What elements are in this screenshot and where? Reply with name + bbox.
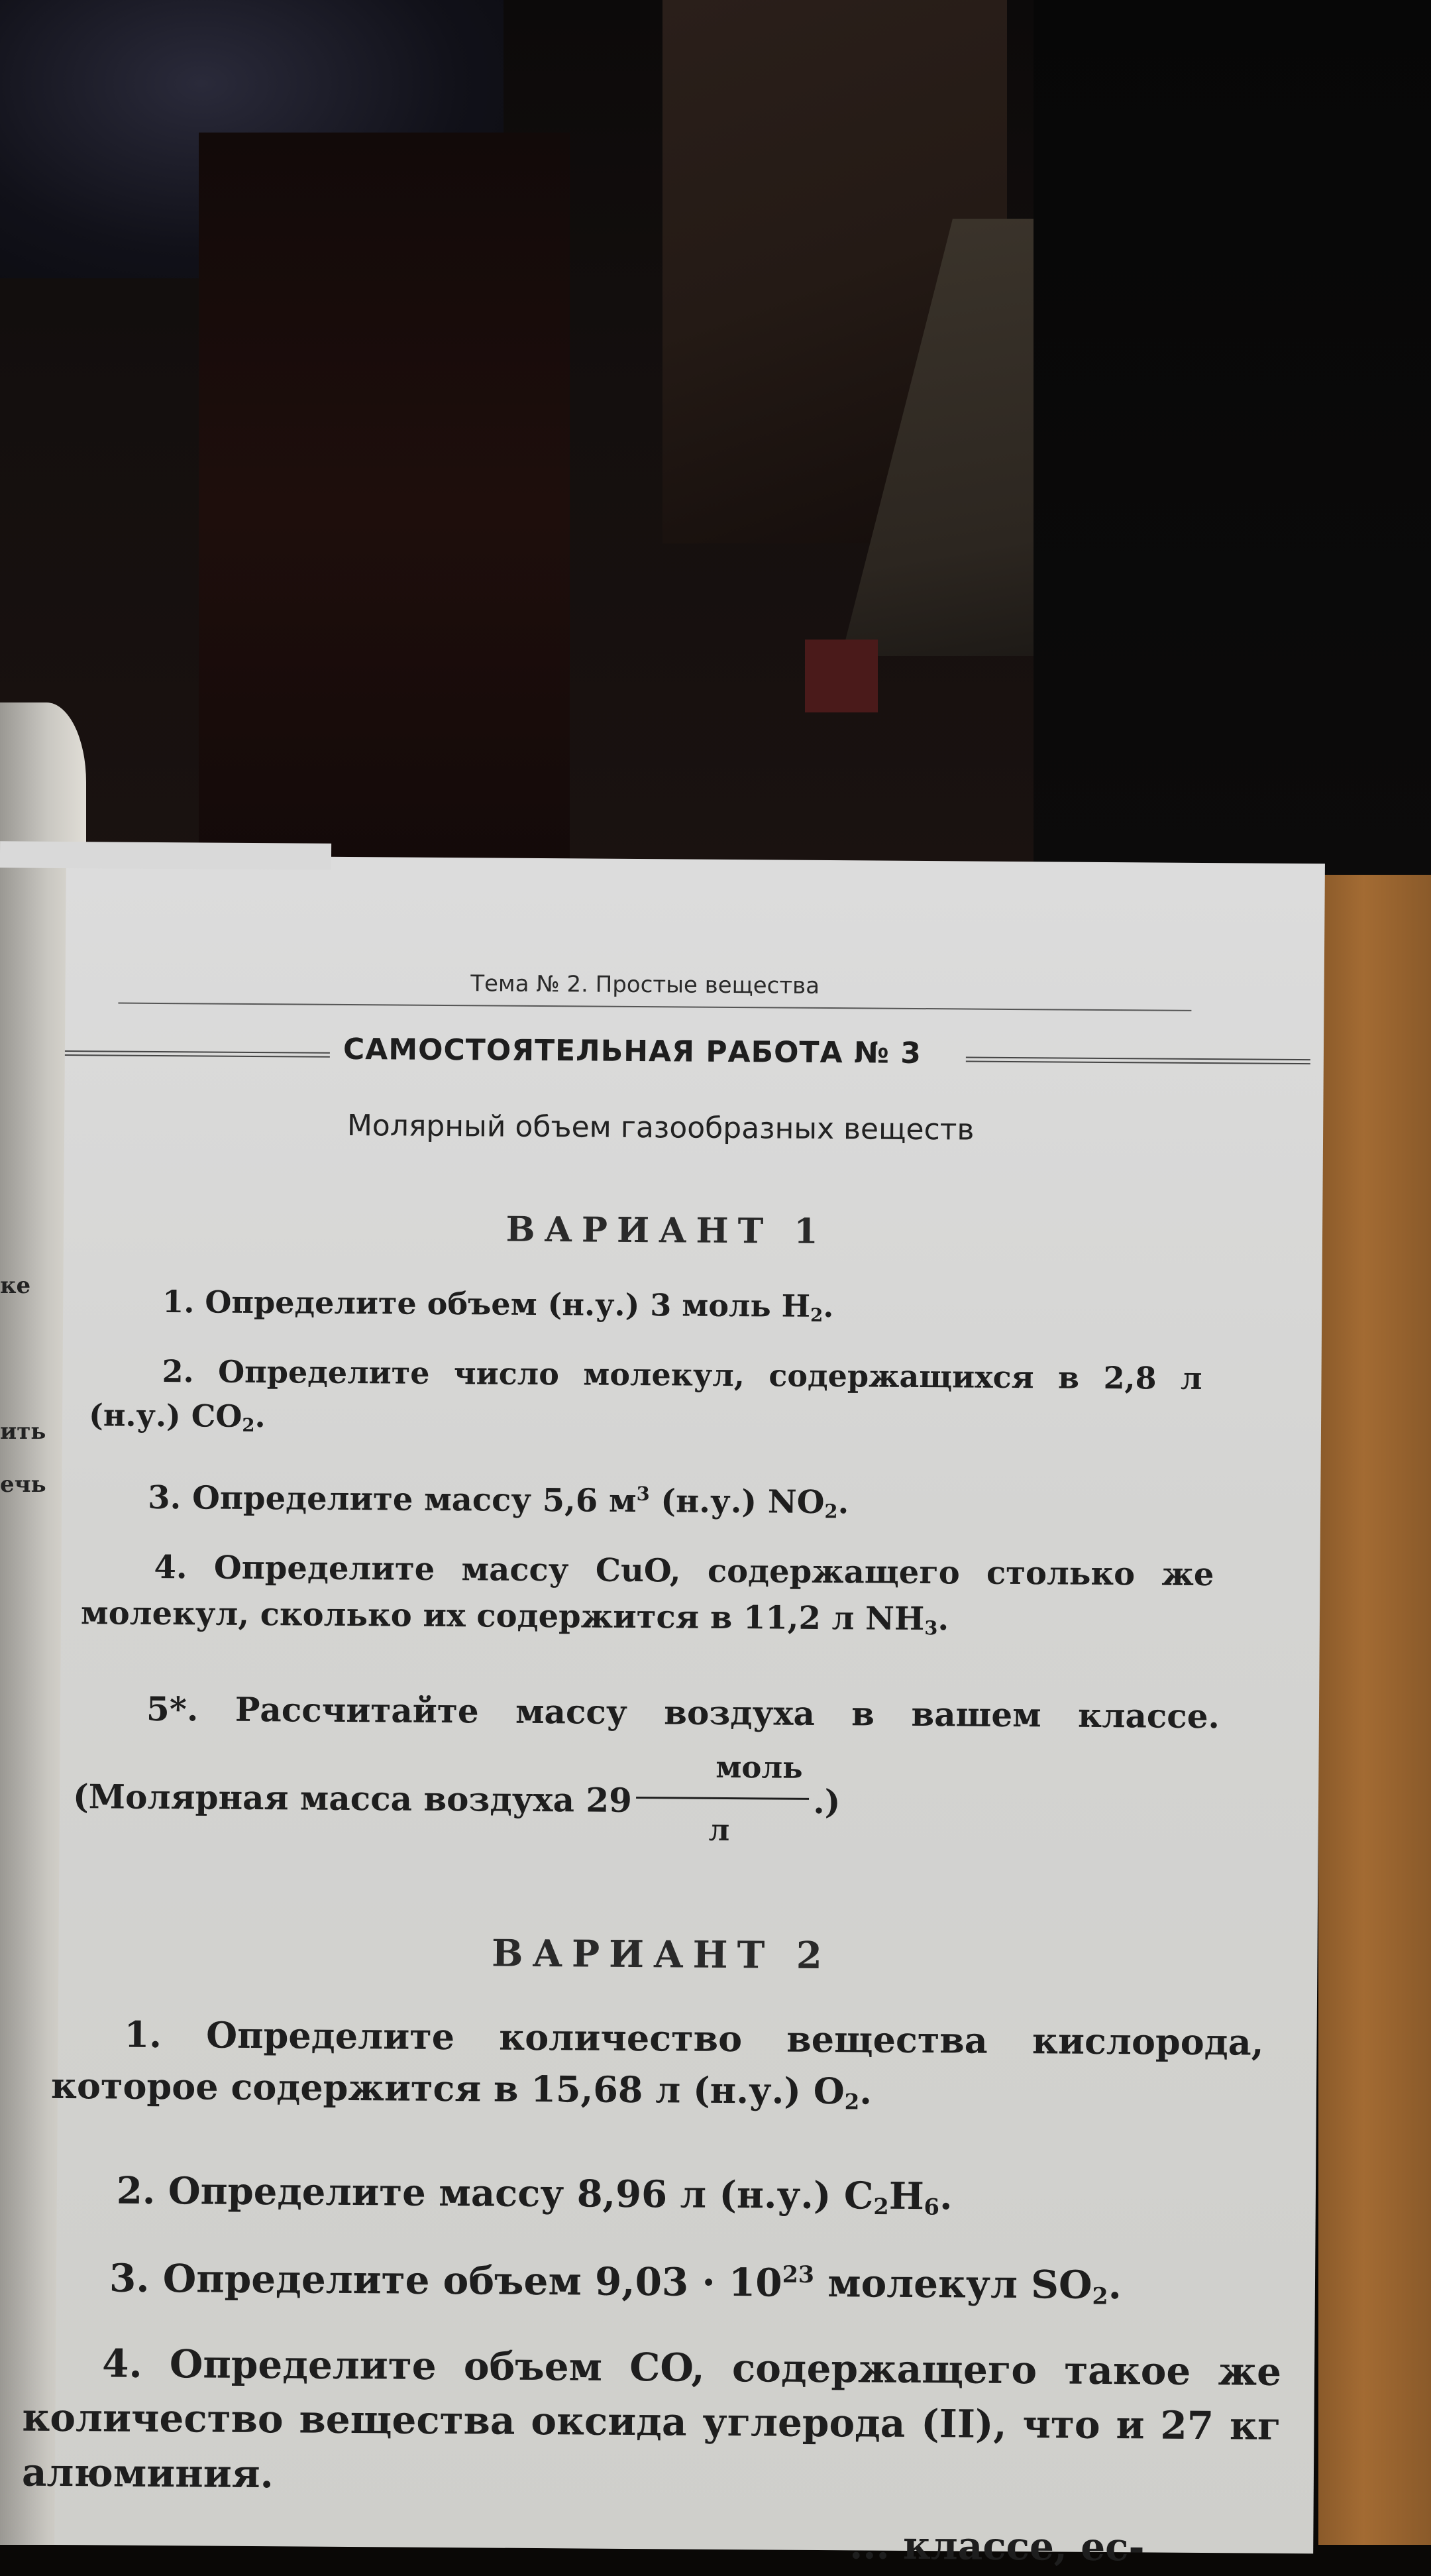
task-tail: . xyxy=(254,1398,266,1434)
page-edge xyxy=(0,841,331,869)
variant-2-task-2 xyxy=(117,2164,1244,2226)
superscript: 23 xyxy=(782,2261,815,2289)
subscript: 2 xyxy=(873,2192,889,2220)
variant-2-task-4 xyxy=(22,2336,1282,2508)
task-text: Определите массу CuO, содержащего столько же молекул, сколько их содержится в 11,2 л NH xyxy=(80,1549,1214,1638)
task-tail: . xyxy=(937,1600,949,1638)
variant-1-task-2 xyxy=(89,1349,1202,1445)
left-page-fragment: ить xyxy=(0,1418,46,1445)
chair-back xyxy=(199,133,570,888)
task-text: Определите объем (н.у.) 3 моль H xyxy=(205,1284,811,1324)
variant-2-task-3 xyxy=(109,2251,1236,2315)
variant-2-task-1 xyxy=(51,2008,1264,2121)
left-page-fragment: ке xyxy=(0,1272,31,1299)
fraction-denominator: л xyxy=(708,1812,730,1848)
task-text: Определите объем CO, содержащего такое же количество вещества оксида углерода (II), что и 27 кг алюминия. xyxy=(21,2341,1282,2496)
task-text: Определите массу 5,6 м xyxy=(191,1479,637,1520)
task-text: Определите объем 9,03 · 10 xyxy=(162,2256,782,2306)
section-title-row xyxy=(65,1031,1324,1079)
title-rule-left xyxy=(65,1050,330,1058)
dark-area xyxy=(1034,0,1431,888)
subscript: 2 xyxy=(824,1500,838,1523)
subscript: 3 xyxy=(924,1616,938,1639)
task-tail: . xyxy=(823,1288,834,1325)
variant-2-task-5-partial xyxy=(849,2517,1314,2576)
task-number: 5*. xyxy=(146,1689,199,1729)
variant-1-task-1 xyxy=(162,1280,1189,1331)
title-rule-right xyxy=(966,1056,1310,1064)
variant-1-task-4 xyxy=(81,1544,1214,1644)
running-head: Тема № 2. Простые вещества xyxy=(470,970,820,999)
task-number: 4. xyxy=(154,1548,187,1587)
task-text: ... классе, ес- xyxy=(849,2522,1145,2570)
task-text: Рассчитайте массу воздуха в вашем классе. (Молярная масса воздуха 29 xyxy=(72,1689,1220,1820)
task-number: 3. xyxy=(109,2255,150,2301)
section-subtitle: Молярный объем газообразных веществ xyxy=(346,1108,975,1147)
fraction xyxy=(635,1738,810,1859)
fraction-numerator: моль xyxy=(636,1738,810,1799)
task-number: 4. xyxy=(101,2341,142,2386)
subscript: 2 xyxy=(1092,2282,1108,2310)
task-tail: .) xyxy=(813,1781,841,1822)
task-tail: . xyxy=(859,2070,873,2113)
task-number: 1. xyxy=(162,1284,195,1320)
task-tail: . xyxy=(939,2174,953,2219)
task-number: 3. xyxy=(148,1479,182,1517)
subscript: 2 xyxy=(810,1304,823,1326)
variant-1-task-5 xyxy=(72,1677,1220,1867)
task-text: Определите число молекул, содержащихся в 2,8 л (н.у.) CO xyxy=(88,1353,1202,1434)
task-number: 2. xyxy=(116,2168,156,2213)
task-text: Определите массу 8,96 л (н.у.) C xyxy=(168,2169,874,2218)
subscript: 2 xyxy=(242,1414,255,1436)
task-text-continued: (н.у.) NO xyxy=(649,1483,825,1522)
task-text-continued: H xyxy=(888,2174,924,2219)
wooden-table-edge xyxy=(1318,875,1431,2545)
task-text: Определите количество вещества кислорода, которое содержится в 15,68 л (н.у.) O xyxy=(50,2013,1264,2113)
section-title: САМОСТОЯТЕЛЬНАЯ РАБОТА № 3 xyxy=(343,1032,922,1071)
subscript: 2 xyxy=(844,2089,860,2115)
variant-1-heading: ВАРИАНТ 1 xyxy=(505,1209,827,1253)
superscript: 3 xyxy=(636,1482,650,1505)
background-scene xyxy=(0,0,1431,888)
task-tail: . xyxy=(1108,2263,1122,2308)
header-rule xyxy=(118,1003,1191,1011)
left-page-fragment: ечь xyxy=(0,1471,46,1498)
variant-1-task-3 xyxy=(148,1475,1208,1529)
task-number: 2. xyxy=(162,1353,194,1390)
task-text-continued: молекул SO xyxy=(814,2260,1092,2308)
task-tail: . xyxy=(837,1484,849,1522)
task-number: 1. xyxy=(124,2013,162,2056)
red-object xyxy=(805,640,878,712)
variant-2-heading: ВАРИАНТ 2 xyxy=(491,1931,831,1978)
subscript: 6 xyxy=(924,2193,940,2220)
